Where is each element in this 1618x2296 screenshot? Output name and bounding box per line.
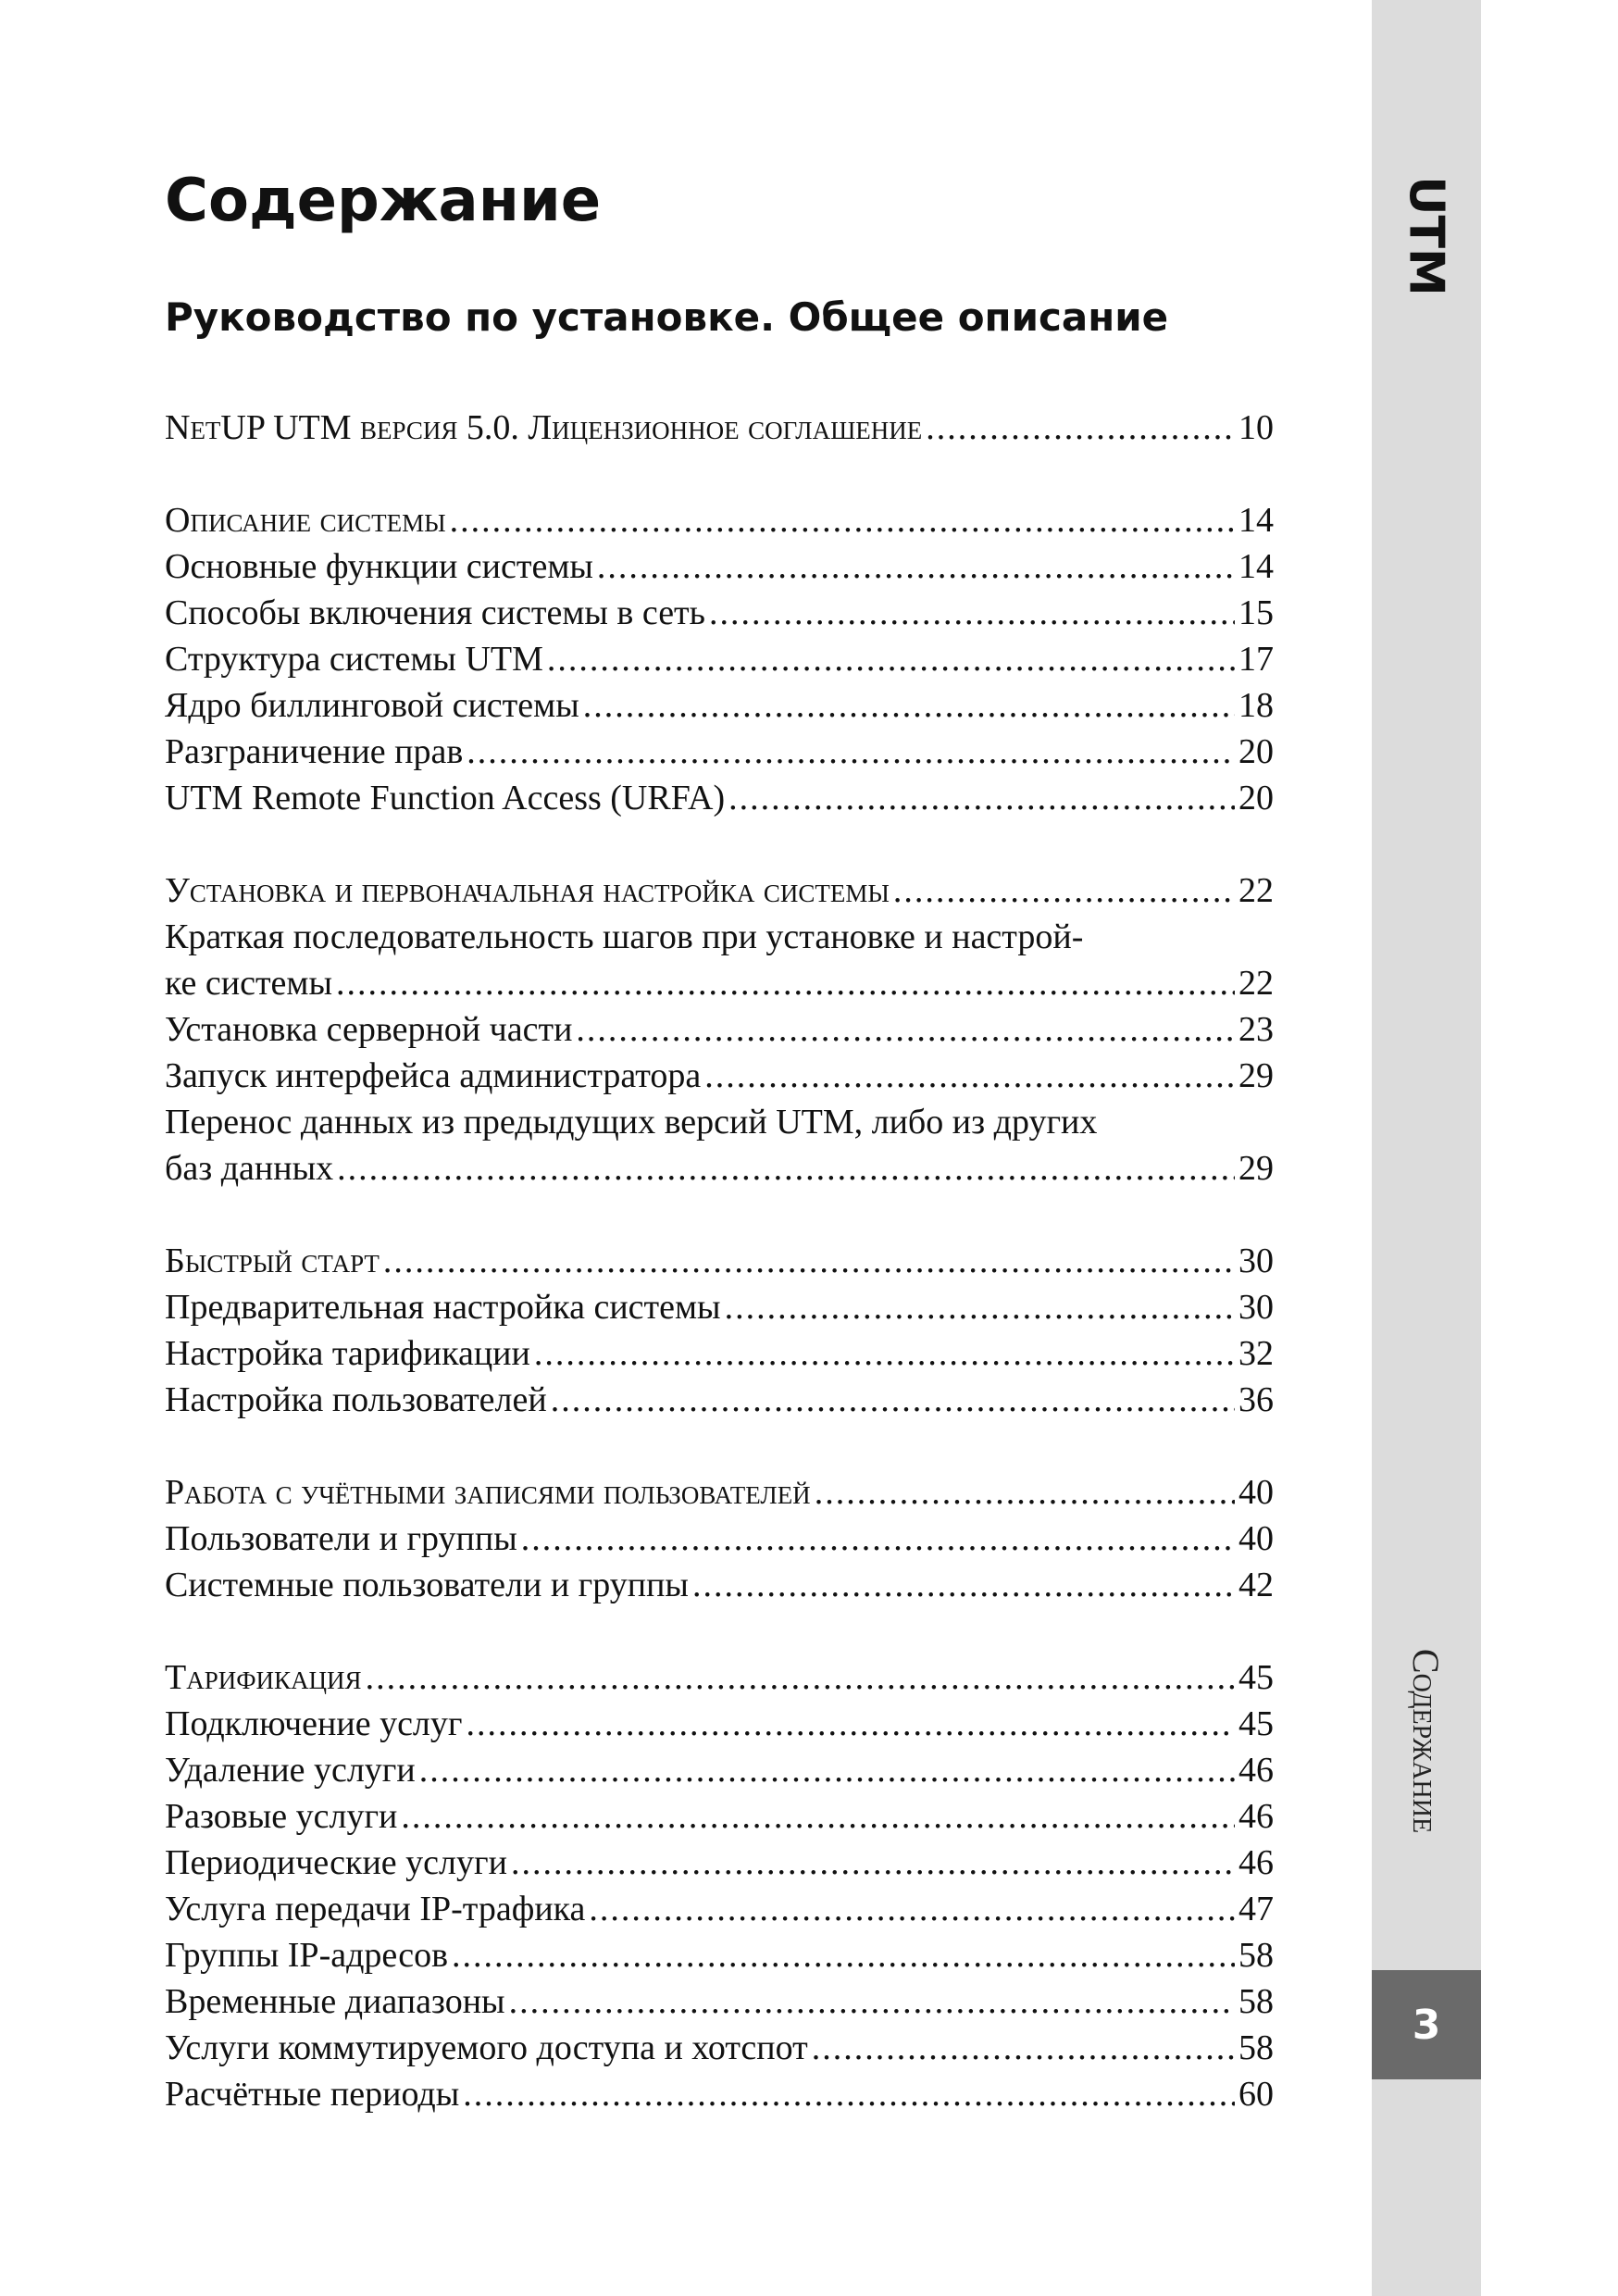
toc-entry[interactable]: [165, 1793, 1274, 1840]
toc-page: 46: [1238, 1797, 1274, 1836]
toc-label: Краткая последовательность шагов при установке и настрой-: [165, 917, 1084, 956]
leader-dots: [583, 682, 1235, 729]
leader-dots: [383, 1238, 1235, 1284]
toc-page: 29: [1238, 1056, 1274, 1095]
toc-label: Группы IP-адресов: [165, 1936, 449, 1975]
toc-label: Настройка тарификации: [165, 1334, 530, 1373]
toc-label-continued: баз данных: [165, 1149, 334, 1188]
toc-label: Системные пользователи и группы: [165, 1566, 689, 1604]
toc-entry[interactable]: [165, 1238, 1274, 1284]
leader-dots: [337, 1145, 1235, 1192]
toc-page: 46: [1238, 1843, 1274, 1882]
toc-page: 30: [1238, 1242, 1274, 1280]
toc-label: Пользователи и группы: [165, 1519, 517, 1558]
toc-label: Работа с учётными записями пользователей: [165, 1473, 811, 1512]
toc-entry[interactable]: [165, 1562, 1274, 1608]
table-of-contents: [165, 405, 1274, 2117]
toc-label: Настройка пользователей: [165, 1380, 547, 1419]
toc-label: Расчётные периоды: [165, 2075, 460, 2114]
section-subtitle: Руководство по установке. Общее описание: [165, 294, 1169, 340]
toc-entry[interactable]: [165, 543, 1274, 590]
toc-label: Способы включения системы в сеть: [165, 593, 705, 632]
toc-page: 17: [1238, 640, 1274, 679]
toc-label: Основные функции системы: [165, 547, 593, 586]
sidebar-section-label: Содержание: [1405, 1648, 1448, 1833]
sidebar-section: [1372, 1602, 1481, 1879]
leader-dots: [589, 1886, 1235, 1932]
leader-dots: [812, 2025, 1235, 2071]
toc-entry[interactable]: [165, 1377, 1274, 1423]
page-title: Содержание: [165, 167, 602, 235]
toc-entry[interactable]: [165, 1978, 1274, 2025]
toc-label: Разграничение прав: [165, 732, 464, 771]
toc-label: Предварительная настройка системы: [165, 1288, 721, 1327]
leader-dots: [401, 1793, 1235, 1840]
leader-dots: [466, 1701, 1235, 1747]
leader-dots: [366, 1654, 1235, 1701]
leader-dots: [728, 775, 1235, 821]
toc-entry[interactable]: [165, 1654, 1274, 1701]
leader-dots: [509, 1978, 1235, 2025]
leader-dots: [709, 590, 1235, 636]
toc-page: 58: [1238, 1982, 1274, 2021]
toc-page: 46: [1238, 1751, 1274, 1790]
leader-dots: [450, 497, 1235, 543]
toc-page: 42: [1238, 1566, 1274, 1604]
leader-dots: [521, 1516, 1235, 1562]
toc-page: 58: [1238, 2028, 1274, 2067]
toc-label: Периодические услуги: [165, 1843, 507, 1882]
toc-page: 30: [1238, 1288, 1274, 1327]
toc-page: 45: [1238, 1704, 1274, 1743]
leader-dots: [419, 1747, 1235, 1793]
toc-label: NetUP UTM версия 5.0. Лицензионное соглашение: [165, 408, 923, 447]
leader-dots: [597, 543, 1235, 590]
leader-dots: [725, 1284, 1235, 1330]
toc-label: Тарификация: [165, 1658, 362, 1697]
toc-entry[interactable]: [165, 1747, 1274, 1793]
toc-label: Установка серверной части: [165, 1010, 573, 1049]
toc-label: Ядро биллинговой системы: [165, 686, 579, 725]
sidebar-product: [1372, 157, 1481, 315]
toc-label: Запуск интерфейса администратора: [165, 1056, 702, 1095]
toc-entry[interactable]: [165, 1932, 1274, 1978]
toc-entry[interactable]: [165, 1469, 1274, 1516]
toc-entry[interactable]: [165, 590, 1274, 636]
toc-entry[interactable]: [165, 1701, 1274, 1747]
toc-entry[interactable]: [165, 729, 1274, 775]
toc-page: 14: [1238, 501, 1274, 540]
toc-label: UTM Remote Function Access (URFA): [165, 779, 726, 817]
toc-entry[interactable]: [165, 775, 1274, 821]
sidebar-product-label: UTM: [1399, 176, 1455, 296]
toc-entry[interactable]: [165, 682, 1274, 729]
toc-page: 58: [1238, 1936, 1274, 1975]
leader-dots: [534, 1330, 1235, 1377]
toc-entry[interactable]: [165, 867, 1274, 914]
leader-dots: [893, 867, 1235, 914]
leader-dots: [692, 1562, 1235, 1608]
toc-page: 10: [1238, 408, 1274, 447]
toc-label: Услуги коммутируемого доступа и хотспот: [165, 2028, 808, 2067]
toc-page: 20: [1238, 779, 1274, 817]
toc-page: 40: [1238, 1519, 1274, 1558]
toc-label: Услуга передачи IP-трафика: [165, 1890, 586, 1928]
toc-page: 20: [1238, 732, 1274, 771]
toc-page: 45: [1238, 1658, 1274, 1697]
toc-label: Перенос данных из предыдущих версий UTM, либо из других: [165, 1103, 1098, 1142]
toc-entry[interactable]: [165, 405, 1274, 451]
leader-dots: [511, 1840, 1235, 1886]
leader-dots: [463, 2071, 1235, 2117]
leader-dots: [704, 1053, 1235, 1099]
toc-entry[interactable]: [165, 636, 1274, 682]
leader-dots: [926, 405, 1235, 451]
toc-entry[interactable]: [165, 1886, 1274, 1932]
toc-page: 23: [1238, 1010, 1274, 1049]
page-number-box: [1372, 1970, 1481, 2079]
leader-dots: [576, 1006, 1235, 1053]
toc-label: Быстрый старт: [165, 1242, 380, 1280]
toc-page: 29: [1238, 1149, 1274, 1188]
leader-dots: [815, 1469, 1235, 1516]
toc-page: 40: [1238, 1473, 1274, 1512]
toc-page: 22: [1238, 871, 1274, 910]
toc-label: Установка и первоначальная настройка системы: [165, 871, 890, 910]
leader-dots: [467, 729, 1235, 775]
toc-page: 32: [1238, 1334, 1274, 1373]
toc-label: Временные диапазоны: [165, 1982, 505, 2021]
leader-dots: [551, 1377, 1235, 1423]
leader-dots: [452, 1932, 1235, 1978]
toc-label: Разовые услуги: [165, 1797, 398, 1836]
toc-page: 22: [1238, 964, 1274, 1003]
toc-entry[interactable]: [165, 1099, 1274, 1192]
toc-page: 60: [1238, 2075, 1274, 2114]
toc-entry[interactable]: [165, 2071, 1274, 2117]
sidebar-tab: [1372, 0, 1481, 2296]
toc-label: Подключение услуг: [165, 1704, 463, 1743]
page-number: 3: [1412, 2001, 1441, 2049]
toc-entry[interactable]: [165, 1006, 1274, 1053]
leader-dots: [547, 636, 1235, 682]
toc-entry[interactable]: [165, 914, 1274, 1006]
toc-entry[interactable]: [165, 1053, 1274, 1099]
leader-dots: [336, 960, 1235, 1006]
toc-entry[interactable]: [165, 1516, 1274, 1562]
toc-page: 36: [1238, 1380, 1274, 1419]
toc-entry[interactable]: [165, 2025, 1274, 2071]
toc-page: 14: [1238, 547, 1274, 586]
toc-entry[interactable]: [165, 1284, 1274, 1330]
toc-entry[interactable]: [165, 1840, 1274, 1886]
toc-entry[interactable]: [165, 497, 1274, 543]
toc-entry[interactable]: [165, 1330, 1274, 1377]
toc-label-continued: ке системы: [165, 964, 333, 1003]
toc-label: Описание системы: [165, 501, 446, 540]
toc-page: 47: [1238, 1890, 1274, 1928]
toc-label: Удаление услуги: [165, 1751, 416, 1790]
toc-label: Структура системы UTM: [165, 640, 543, 679]
toc-page: 18: [1238, 686, 1274, 725]
toc-page: 15: [1238, 593, 1274, 632]
